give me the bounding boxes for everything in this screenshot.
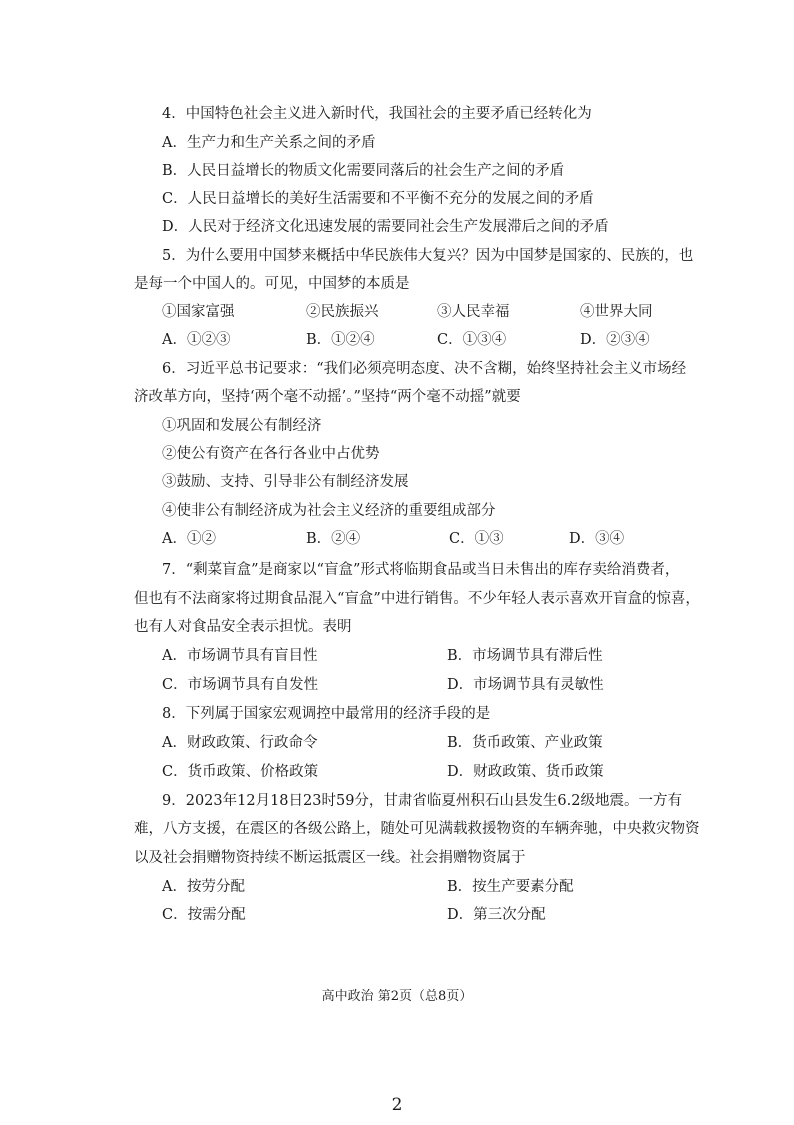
q7-option-d: D．市场调节具有灵敏性 (447, 677, 604, 693)
q4-option-d: D．人民对于经济文化迅速发展的需要同社会生产发展滞后之间的矛盾 (162, 219, 609, 235)
q7-option-a: A．市场调节具有盲目性 (162, 648, 318, 664)
q5-item-1: ①国家富强 (162, 304, 235, 320)
q5-item-3: ③人民幸福 (437, 304, 510, 320)
q6-item-1: ①巩固和发展公有制经济 (162, 418, 322, 434)
q8-option-a: A．财政政策、行政命令 (162, 735, 318, 751)
q8-option-c: C．货币政策、价格政策 (162, 764, 319, 780)
q6-option-a: A．①② (162, 531, 216, 547)
q5-option-c: C．①③④ (437, 332, 507, 348)
q9-stem-line2: 难，八方支援，在震区的各级公路上，随处可见满载救援物资的车辆奔驰，中央救灾物资 (134, 821, 700, 837)
q7-stem-line1: 7．“剩菜盲盒”是商家以“盲盒”形式将临期食品或当日未售出的库存卖给消费者， (162, 562, 680, 578)
q4-option-b: B．人民日益增长的物质文化需要同落后的社会生产之间的矛盾 (162, 163, 565, 179)
q7-stem-line2: 但也有不法商家将过期食品混入“盲盒”中进行销售。不少年轻人表示喜欢开盲盒的惊喜， (134, 591, 700, 607)
q4-option-a: A．生产力和生产关系之间的矛盾 (162, 135, 376, 151)
q6-item-4: ④使非公有制经济成为社会主义经济的重要组成部分 (162, 503, 496, 519)
q4-option-c: C．人民日益增长的美好生活需要和不平衡不充分的发展之间的矛盾 (162, 191, 594, 207)
q6-option-d: D．③④ (569, 531, 625, 547)
q5-item-2: ②民族振兴 (306, 304, 379, 320)
q8-stem: 8．下列属于国家宏观调控中最常用的经济手段的是 (162, 706, 491, 722)
q9-option-b: B．按生产要素分配 (447, 879, 574, 895)
page-footer: 高中政治 第2页（总8页） (321, 989, 473, 1004)
q5-stem-line2: 是每一个中国人的。可见，中国梦的本质是 (134, 276, 410, 292)
q7-stem-line3: 也有人对食品安全表示担忧。表明 (134, 619, 352, 635)
q8-option-d: D．财政政策、货币政策 (447, 764, 604, 780)
q9-option-d: D．第三次分配 (447, 907, 546, 923)
q5-stem-line1: 5．为什么要用中国梦来概括中华民族伟大复兴？因为中国梦是国家的、民族的，也 (162, 248, 694, 264)
q7-option-b: B．市场调节具有滞后性 (447, 648, 603, 664)
q6-option-c: C．①③ (449, 531, 504, 547)
page-number: 2 (391, 1095, 403, 1115)
q9-option-a: A．按劳分配 (162, 879, 245, 895)
q4-stem: 4．中国特色社会主义进入新时代，我国社会的主要矛盾已经转化为 (162, 106, 592, 122)
q6-option-b: B．②④ (306, 531, 361, 547)
q8-option-b: B．货币政策、产业政策 (447, 735, 603, 751)
q5-option-d: D．②③④ (580, 332, 650, 348)
q9-stem-line3: 以及社会捐赠物资持续不断运抵震区一线。社会捐赠物资属于 (134, 850, 526, 866)
q7-option-c: C．市场调节具有自发性 (162, 677, 319, 693)
q6-stem-line2: 济改革方向，坚持‘两个毫不动摇’。”坚持“两个毫不动摇”就要 (134, 389, 521, 405)
q5-option-b: B．①②④ (306, 332, 375, 348)
q6-item-3: ③鼓励、支持、引导非公有制经济发展 (162, 474, 409, 490)
q9-stem-line1: 9．2023年12月18日23时59分，甘肃省临夏州积石山县发生6.2级地震。一方有 (162, 793, 682, 809)
q5-option-a: A．①②③ (162, 332, 231, 348)
q6-item-2: ②使公有资产在各行各业中占优势 (162, 446, 380, 462)
q9-option-c: C．按需分配 (162, 907, 246, 923)
q5-item-4: ④世界大同 (580, 304, 653, 320)
q6-stem-line1: 6．习近平总书记要求：“我们必须亮明态度、决不含糊，始终坚持社会主义市场经 (162, 361, 687, 377)
